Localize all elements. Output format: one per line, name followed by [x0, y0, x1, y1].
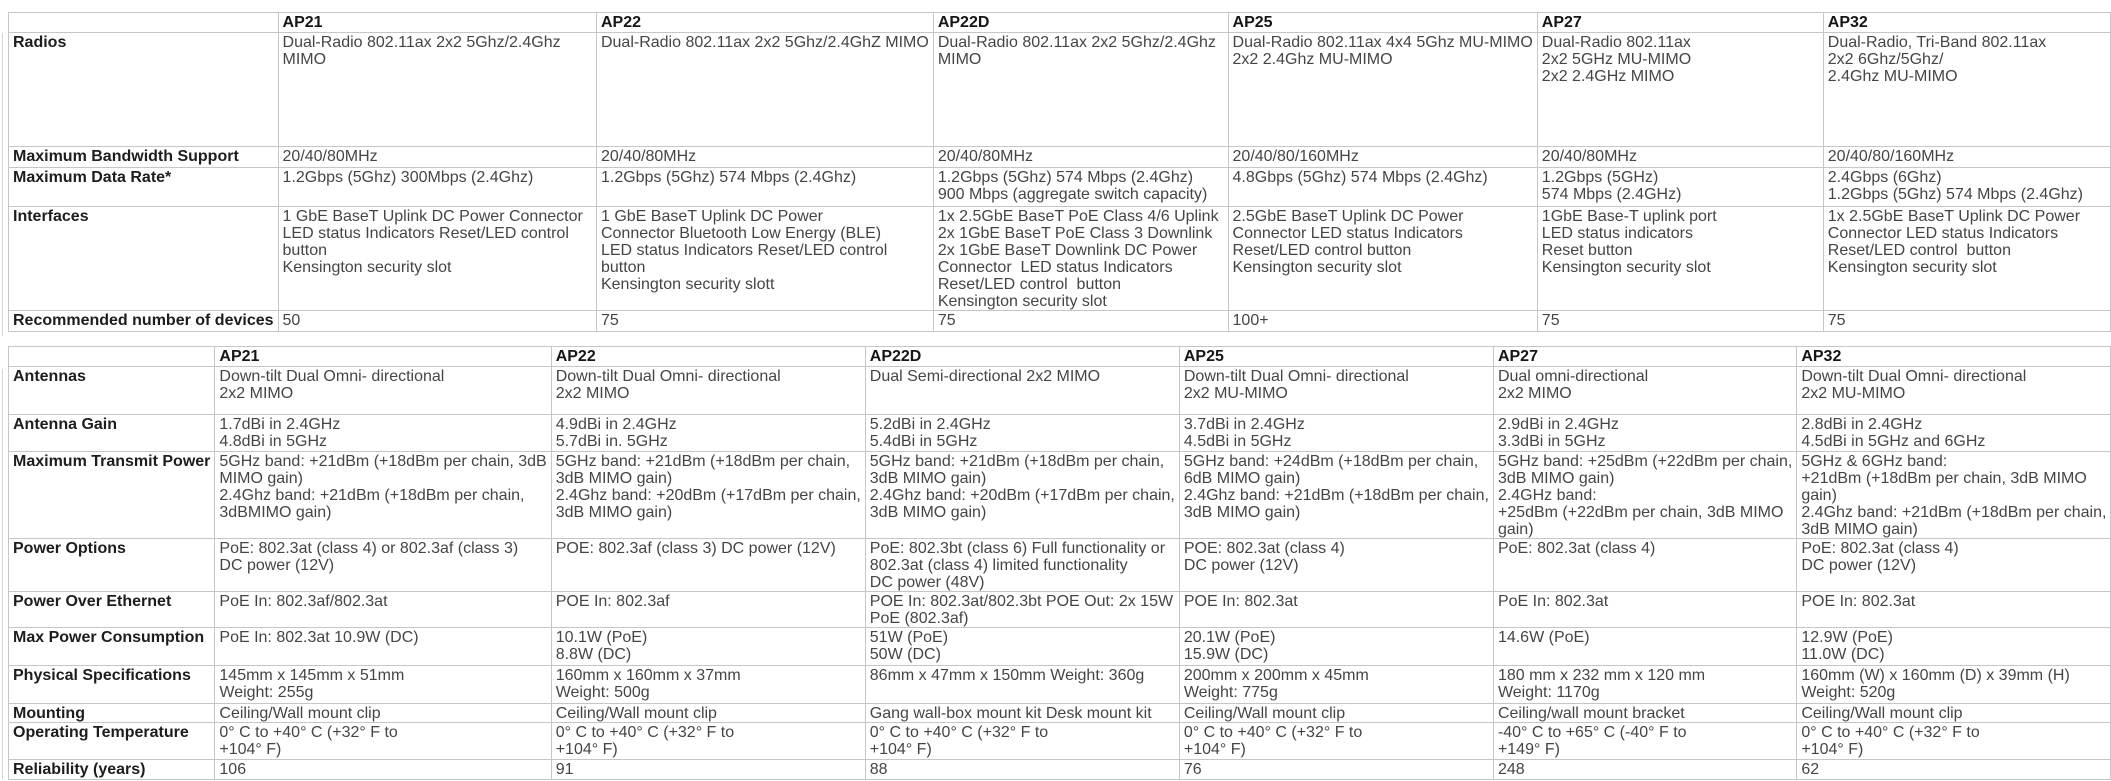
left-gutter-line	[2, 369, 3, 779]
spec-cell-ap22: 0° C to +40° C (+32° F to +104° F)	[551, 723, 865, 760]
spec-cell-ap21: 1.2Gbps (5Ghz) 300Mbps (2.4Ghz)	[278, 168, 596, 207]
row-label-cell: Operating Temperature	[9, 723, 215, 760]
spec-cell-ap25: Down-tilt Dual Omni- directional 2x2 MU-MIMO	[1179, 367, 1493, 415]
table-row	[9, 415, 2111, 452]
spec-cell-ap32: 1x 2.5GbE BaseT Uplink DC Power Connector LED status Indicators Reset/LED control button Kensington security slot	[1823, 207, 2111, 311]
row-label-cell: Power Over Ethernet	[9, 592, 215, 628]
spec-cell-ap22d: 51W (PoE) 50W (DC)	[865, 628, 1179, 666]
spec-cell-ap21: 1 GbE BaseT Uplink DC Power Connector LED status Indicators Reset/LED control button Kensington security slot	[278, 207, 596, 311]
table-row	[9, 207, 2111, 311]
corner-cell	[9, 347, 215, 367]
spec-cell-ap21: 50	[278, 311, 596, 332]
product-header-ap22d: AP22D	[865, 347, 1179, 367]
comparison-sheet	[8, 12, 2111, 780]
spec-cell-ap27: 5GHz band: +25dBm (+22dBm per chain, 3dB MIMO gain) 2.4GHz band: +25dBm (+22dBm per chain, 3dB MIMO gain)	[1493, 452, 1796, 539]
spec-cell-ap22d: 20/40/80MHz	[933, 147, 1228, 168]
spec-cell-ap22: 20/40/80MHz	[596, 147, 933, 168]
row-label-cell: Reliability (years)	[9, 760, 215, 780]
table-row	[9, 704, 2111, 723]
spec-cell-ap27: 248	[1493, 760, 1796, 780]
spec-cell-ap22: POE In: 802.3af	[551, 592, 865, 628]
spec-cell-ap27: Dual omni-directional 2x2 MIMO	[1493, 367, 1796, 415]
row-label-cell: Antenna Gain	[9, 415, 215, 452]
spec-cell-ap21: PoE: 802.3at (class 4) or 802.3af (class 3) DC power (12V)	[215, 539, 551, 592]
spec-cell-ap21: 5GHz band: +21dBm (+18dBm per chain, 3dB MIMO gain) 2.4Ghz band: +21dBm (+18dBm per chain, 3dBMIMO gain)	[215, 452, 551, 539]
spec-cell-ap21: 0° C to +40° C (+32° F to +104° F)	[215, 723, 551, 760]
table-row	[9, 367, 2111, 415]
spec-cell-ap32: Ceiling/Wall mount clip	[1797, 704, 2111, 723]
spec-cell-ap27: 2.9dBi in 2.4GHz 3.3dBi in 5GHz	[1493, 415, 1796, 452]
row-label-cell: Mounting	[9, 704, 215, 723]
spec-cell-ap25: 20.1W (PoE) 15.9W (DC)	[1179, 628, 1493, 666]
table-row	[9, 723, 2111, 760]
table-row	[9, 452, 2111, 539]
spec-cell-ap22d: Gang wall-box mount kit Desk mount kit	[865, 704, 1179, 723]
row-label-cell: Antennas	[9, 367, 215, 415]
product-header-ap32: AP32	[1823, 13, 2111, 33]
spec-cell-ap25: POE: 802.3at (class 4) DC power (12V)	[1179, 539, 1493, 592]
table-row	[9, 592, 2111, 628]
spec-cell-ap32: 0° C to +40° C (+32° F to +104° F)	[1797, 723, 2111, 760]
product-header-ap22: AP22	[596, 13, 933, 33]
spec-cell-ap27: Ceiling/wall mount bracket	[1493, 704, 1796, 723]
spec-cell-ap22d: POE In: 802.3at/802.3bt POE Out: 2x 15W PoE (802.3af)	[865, 592, 1179, 628]
row-label-cell: Max Power Consumption	[9, 628, 215, 666]
spec-cell-ap25: POE In: 802.3at	[1179, 592, 1493, 628]
row-label-cell: Maximum Data Rate*	[9, 168, 279, 207]
spec-cell-ap22: Dual-Radio 802.11ax 2x2 5Ghz/2.4GhZ MIMO	[596, 33, 933, 147]
spec-cell-ap32: Dual-Radio, Tri-Band 802.11ax 2x2 6Ghz/5Ghz/ 2.4Ghz MU-MIMO	[1823, 33, 2111, 147]
spec-cell-ap27: -40° C to +65° C (-40° F to +149° F)	[1493, 723, 1796, 760]
product-header-ap27: AP27	[1537, 13, 1823, 33]
spec-cell-ap22d: 0° C to +40° C (+32° F to +104° F)	[865, 723, 1179, 760]
spec-cell-ap27: PoE In: 802.3at	[1493, 592, 1796, 628]
spec-cell-ap25: 100+	[1228, 311, 1537, 332]
product-header-ap27: AP27	[1493, 347, 1796, 367]
spec-cell-ap25: Dual-Radio 802.11ax 4x4 5Ghz MU-MIMO 2x2 2.4Ghz MU-MIMO	[1228, 33, 1537, 147]
spec-cell-ap21: Down-tilt Dual Omni- directional 2x2 MIMO	[215, 367, 551, 415]
spec-cell-ap22: POE: 802.3af (class 3) DC power (12V)	[551, 539, 865, 592]
spec-cell-ap22: 75	[596, 311, 933, 332]
spec-cell-ap22d: PoE: 802.3bt (class 6) Full functionality or 802.3at (class 4) limited functionality DC power (48V)	[865, 539, 1179, 592]
spec-cell-ap22d: 1.2Gbps (5Ghz) 574 Mbps (2.4Ghz) 900 Mbps (aggregate switch capacity)	[933, 168, 1228, 207]
spec-cell-ap27: Dual-Radio 802.11ax 2x2 5GHz MU-MIMO 2x2 2.4GHz MIMO	[1537, 33, 1823, 147]
spec-cell-ap32: 160mm (W) x 160mm (D) x 39mm (H) Weight: 520g	[1797, 666, 2111, 704]
product-header-row	[9, 347, 2111, 367]
spec-cell-ap32: 5GHz & 6GHz band: +21dBm (+18dBm per chain, 3dB MIMO gain) 2.4Ghz band: +21dBm (+18dBm per chain, 3dB MIMO gain)	[1797, 452, 2111, 539]
table-row	[9, 147, 2111, 168]
specs-table-antennas-power	[8, 346, 2111, 780]
spec-cell-ap32: PoE: 802.3at (class 4) DC power (12V)	[1797, 539, 2111, 592]
spec-cell-ap25: 76	[1179, 760, 1493, 780]
spec-cell-ap21: PoE In: 802.3af/802.3at	[215, 592, 551, 628]
spec-cell-ap22: Down-tilt Dual Omni- directional 2x2 MIMO	[551, 367, 865, 415]
table-row	[9, 168, 2111, 207]
spec-cell-ap22: 1 GbE BaseT Uplink DC Power Connector Bluetooth Low Energy (BLE) LED status Indicators Reset/LED control button Kensington security slott	[596, 207, 933, 311]
spec-cell-ap22: 91	[551, 760, 865, 780]
row-label-cell: Maximum Transmit Power	[9, 452, 215, 539]
product-header-ap22: AP22	[551, 347, 865, 367]
spec-cell-ap25: 200mm x 200mm x 45mm Weight: 775g	[1179, 666, 1493, 704]
spec-cell-ap32: POE In: 802.3at	[1797, 592, 2111, 628]
spec-cell-ap22d: 5.2dBi in 2.4GHz 5.4dBi in 5GHz	[865, 415, 1179, 452]
product-header-ap22d: AP22D	[933, 13, 1228, 33]
spec-cell-ap25: 5GHz band: +24dBm (+18dBm per chain, 6dB MIMO gain) 2.4Ghz band: +21dBm (+18dBm per chain, 3dB MIMO gain)	[1179, 452, 1493, 539]
row-label-cell: Interfaces	[9, 207, 279, 311]
table-row	[9, 33, 2111, 147]
spec-cell-ap27: 75	[1537, 311, 1823, 332]
spec-cell-ap22d: 86mm x 47mm x 150mm Weight: 360g	[865, 666, 1179, 704]
spec-cell-ap32: 12.9W (PoE) 11.0W (DC)	[1797, 628, 2111, 666]
spec-cell-ap25: 0° C to +40° C (+32° F to +104° F)	[1179, 723, 1493, 760]
spec-cell-ap22d: 5GHz band: +21dBm (+18dBm per chain, 3dB MIMO gain) 2.4Ghz band: +20dBm (+17dBm per chain, 3dB MIMO gain)	[865, 452, 1179, 539]
product-header-ap21: AP21	[215, 347, 551, 367]
table-row	[9, 760, 2111, 780]
specs-table-radios	[8, 12, 2111, 332]
spec-cell-ap21: Ceiling/Wall mount clip	[215, 704, 551, 723]
spec-cell-ap27: 1.2Gbps (5GHz) 574 Mbps (2.4GHz)	[1537, 168, 1823, 207]
spec-cell-ap32: 2.4Gbps (6Ghz) 1.2Gbps (5Ghz) 574 Mbps (2.4Ghz)	[1823, 168, 2111, 207]
spec-cell-ap27: 14.6W (PoE)	[1493, 628, 1796, 666]
row-label-cell: Recommended number of devices	[9, 311, 279, 332]
spec-cell-ap21: 145mm x 145mm x 51mm Weight: 255g	[215, 666, 551, 704]
spec-cell-ap22d: 75	[933, 311, 1228, 332]
product-header-ap32: AP32	[1797, 347, 2111, 367]
spec-cell-ap27: 180 mm x 232 mm x 120 mm Weight: 1170g	[1493, 666, 1796, 704]
spec-cell-ap32: 2.8dBi in 2.4GHz 4.5dBi in 5GHz and 6GHz	[1797, 415, 2111, 452]
spec-cell-ap25: 20/40/80/160MHz	[1228, 147, 1537, 168]
left-gutter-line	[2, 33, 3, 336]
table-row	[9, 539, 2111, 592]
spec-cell-ap22d: Dual-Radio 802.11ax 2x2 5Ghz/2.4Ghz MIMO	[933, 33, 1228, 147]
spec-cell-ap22: 160mm x 160mm x 37mm Weight: 500g	[551, 666, 865, 704]
product-header-ap21: AP21	[278, 13, 596, 33]
product-header-ap25: AP25	[1179, 347, 1493, 367]
spec-cell-ap22d: Dual Semi-directional 2x2 MIMO	[865, 367, 1179, 415]
spec-cell-ap22: 5GHz band: +21dBm (+18dBm per chain, 3dB MIMO gain) 2.4Ghz band: +20dBm (+17dBm per chain, 3dB MIMO gain)	[551, 452, 865, 539]
spec-cell-ap21: PoE In: 802.3at 10.9W (DC)	[215, 628, 551, 666]
corner-cell	[9, 13, 279, 33]
table-row	[9, 628, 2111, 666]
spec-cell-ap25: 4.8Gbps (5Ghz) 574 Mbps (2.4Ghz)	[1228, 168, 1537, 207]
table-row	[9, 666, 2111, 704]
spec-cell-ap21: Dual-Radio 802.11ax 2x2 5Ghz/2.4Ghz MIMO	[278, 33, 596, 147]
spec-cell-ap27: 1GbE Base-T uplink port LED status indicators Reset button Kensington security slot	[1537, 207, 1823, 311]
spec-cell-ap32: Down-tilt Dual Omni- directional 2x2 MU-MIMO	[1797, 367, 2111, 415]
spec-cell-ap21: 106	[215, 760, 551, 780]
spec-cell-ap22: Ceiling/Wall mount clip	[551, 704, 865, 723]
spec-cell-ap22: 10.1W (PoE) 8.8W (DC)	[551, 628, 865, 666]
row-label-cell: Power Options	[9, 539, 215, 592]
spec-cell-ap25: Ceiling/Wall mount clip	[1179, 704, 1493, 723]
spec-cell-ap22: 1.2Gbps (5Ghz) 574 Mbps (2.4Ghz)	[596, 168, 933, 207]
spec-cell-ap27: PoE: 802.3at (class 4)	[1493, 539, 1796, 592]
spec-cell-ap25: 3.7dBi in 2.4GHz 4.5dBi in 5GHz	[1179, 415, 1493, 452]
spec-cell-ap22d: 88	[865, 760, 1179, 780]
row-label-cell: Physical Specifications	[9, 666, 215, 704]
product-header-row	[9, 13, 2111, 33]
spec-cell-ap21: 20/40/80MHz	[278, 147, 596, 168]
row-label-cell: Maximum Bandwidth Support	[9, 147, 279, 168]
spec-cell-ap21: 1.7dBi in 2.4GHz 4.8dBi in 5GHz	[215, 415, 551, 452]
spec-cell-ap25: 2.5GbE BaseT Uplink DC Power Connector LED status Indicators Reset/LED control button Kensington security slot	[1228, 207, 1537, 311]
spec-cell-ap27: 20/40/80MHz	[1537, 147, 1823, 168]
table-row	[9, 311, 2111, 332]
spec-cell-ap32: 20/40/80/160MHz	[1823, 147, 2111, 168]
spec-cell-ap22: 4.9dBi in 2.4GHz 5.7dBi in. 5GHz	[551, 415, 865, 452]
spec-cell-ap32: 75	[1823, 311, 2111, 332]
product-header-ap25: AP25	[1228, 13, 1537, 33]
spec-cell-ap32: 62	[1797, 760, 2111, 780]
row-label-cell: Radios	[9, 33, 279, 147]
spec-cell-ap22d: 1x 2.5GbE BaseT PoE Class 4/6 Uplink 2x 1GbE BaseT PoE Class 3 Downlink 2x 1GbE BaseT Downlink DC Power Connector LED status Indicators Reset/LED control button Kensington security slot	[933, 207, 1228, 311]
